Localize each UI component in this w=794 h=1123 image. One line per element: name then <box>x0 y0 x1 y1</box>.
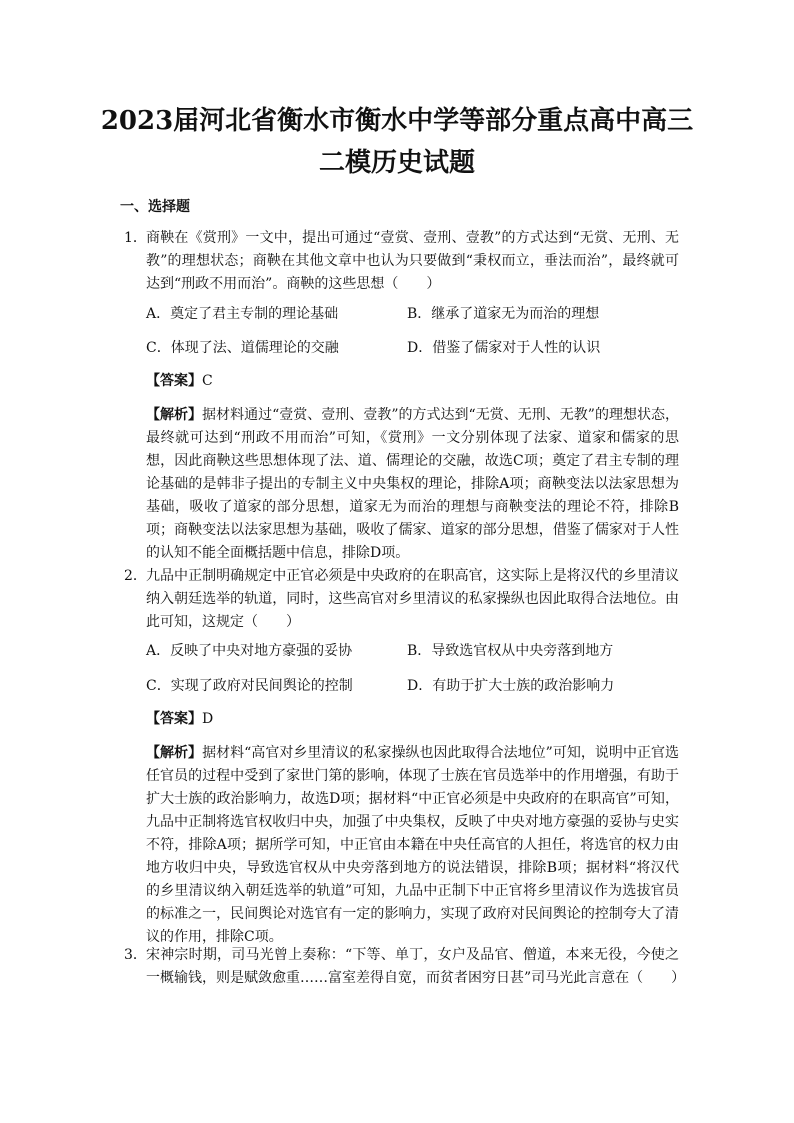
document-title-line-2: 二模历史试题 <box>318 148 475 178</box>
question-number: 1． <box>124 230 147 246</box>
option-b: B．导致选官权从中央旁落到地方 <box>407 643 614 659</box>
answer-value: C <box>202 373 213 389</box>
section-heading: 一、选择题 <box>120 199 190 215</box>
option-a: A．奠定了君主专制的理论基础 <box>146 306 339 322</box>
option-d: D．有助于扩大士族的政治影响力 <box>407 678 615 694</box>
analysis-paragraph <box>146 742 679 949</box>
question-stem: 九品中正制明确规定中正官必须是中央政府的在职高官，这实际上是将汉代的乡里清议纳入朝廷选举的轨道，同时，这些高官对乡里清议的私家操纵也因此取得合法地位。由此可知，这规定（ ） <box>146 568 679 630</box>
option-c: C．实现了政府对民间舆论的控制 <box>146 678 353 694</box>
question-number: 3． <box>124 947 147 963</box>
analysis-paragraph <box>146 404 679 565</box>
answer-label: 【答案】 <box>146 711 202 727</box>
analysis-text: 据材料“高官对乡里清议的私家操纵也因此取得合法地位”可知，说明中正官选任官员的过程中受到了家世门第的影响，体现了士族在官员选举中的作用增强，有助于扩大士族的政治影响力，故选D项；据材料“中正官必须是中央政府的在职高官”可知，九品中正制将选官权收归中央，加强了中央集权，反映了中央对地方豪强的妥协与史实不符，排除A项；据所学可知，中正官由本籍在中央任高官的人担任，将选官的权力由地方收归中央，导致选官权从中央旁落到地方的说法错误，排除B项；据材料“将汉代的乡里清议纳入朝廷选举的轨道”可知，九品中正制下中正官将乡里清议作为选拔官员的标准之一，民间舆论对选官有一定的影响力，实现了政府对民间舆论的控制夸大了清议的作用，排除C项。 <box>146 745 680 945</box>
document-title-line-1: 2023届河北省衡水市衡水中学等部分重点高中高三 <box>100 106 694 136</box>
question-stem: 宋神宗时期，司马光曾上奏称：“下等、单丁，女户及品官、僧道，本来无役，今使之一概输钱，则是赋敛愈重……富室差得自宽，而贫者困穷日甚”司马光此言意在（ ） <box>146 947 686 986</box>
question-2 <box>124 565 679 634</box>
option-d: D．借鉴了儒家对于人性的认识 <box>407 340 601 356</box>
answer-value: D <box>202 711 214 727</box>
answer-line <box>146 370 679 393</box>
question-stem: 商鞅在《赏刑》一文中，提出可通过“壹赏、壹刑、壹教”的方式达到“无赏、无刑、无教”的理想状态；商鞅在其他文章中也认为只要做到“秉权而立，垂法而治”，最终就可达到“刑政不用而治”。商鞅的这些思想（ ） <box>146 230 679 292</box>
answer-label: 【答案】 <box>146 373 202 389</box>
answer-line <box>146 708 679 731</box>
question-3 <box>124 944 686 990</box>
option-a: A．反映了中央对地方豪强的妥协 <box>146 643 353 659</box>
analysis-text: 据材料通过“壹赏、壹刑、壹教”的方式达到“无赏、无刑、无教”的理想状态，最终就可达到“刑政不用而治”可知，《赏刑》一文分别体现了法家、道家和儒家的思想，因此商鞅这些思想体现了法、道、儒理论的交融，故选C项；奠定了君主专制的理论基础的是韩非子提出的专制主义中央集权的理论，排除A项；商鞅变法以法家思想为基础，吸收了道家的部分思想，道家无为而治的理想与商鞅变法的理论不符，排除B项；商鞅变法以法家思想为基础，吸收了儒家、道家的部分思想，借鉴了儒家对于人性的认知不能全面概括题中信息，排除D项。 <box>146 407 679 561</box>
question-1 <box>124 227 679 296</box>
question-number: 2． <box>124 568 147 584</box>
option-b: B．继承了道家无为而治的理想 <box>407 306 600 322</box>
analysis-label: 【解析】 <box>146 407 203 423</box>
option-c: C．体现了法、道儒理论的交融 <box>146 340 339 356</box>
analysis-label: 【解析】 <box>146 745 203 761</box>
